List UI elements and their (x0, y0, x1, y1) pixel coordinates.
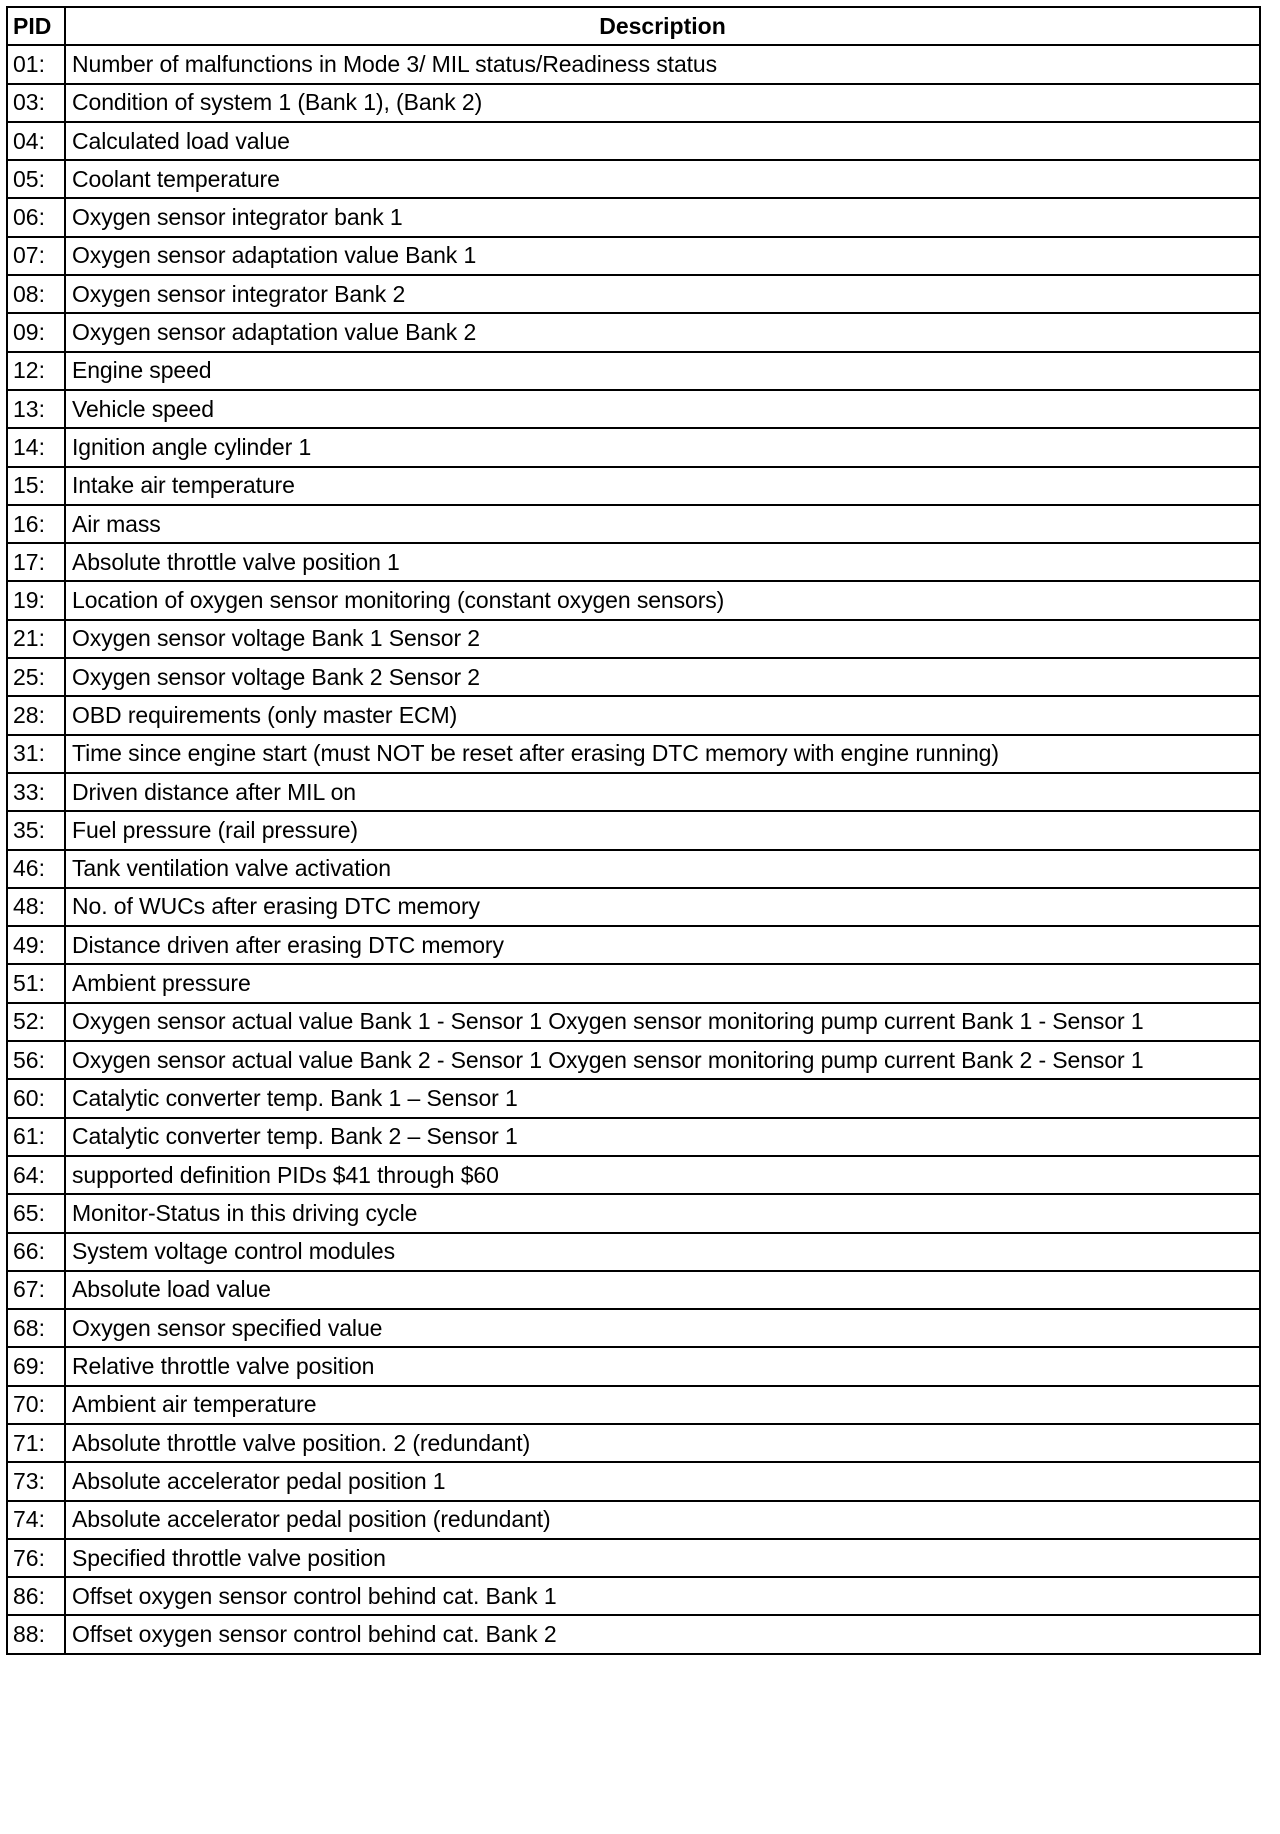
pid-description-table (6, 6, 1261, 1655)
pid-column-header: PID (7, 7, 65, 45)
pid-cell: 64: (7, 1156, 65, 1194)
description-cell: Ambient pressure (65, 964, 1260, 1002)
description-cell: Ambient air temperature (65, 1386, 1260, 1424)
table-row (7, 543, 1260, 581)
description-cell: Condition of system 1 (Bank 1), (Bank 2) (65, 84, 1260, 122)
pid-cell: 65: (7, 1194, 65, 1232)
description-cell: Oxygen sensor adaptation value Bank 1 (65, 237, 1260, 275)
table-row (7, 1003, 1260, 1041)
table-row (7, 1424, 1260, 1462)
table-row (7, 1041, 1260, 1079)
description-cell: Catalytic converter temp. Bank 1 – Sensor 1 (65, 1079, 1260, 1117)
description-cell: Driven distance after MIL on (65, 773, 1260, 811)
description-cell: Absolute load value (65, 1271, 1260, 1309)
pid-cell: 15: (7, 467, 65, 505)
table-row (7, 1539, 1260, 1577)
table-row (7, 122, 1260, 160)
pid-cell: 76: (7, 1539, 65, 1577)
pid-cell: 69: (7, 1347, 65, 1385)
description-cell: Oxygen sensor voltage Bank 2 Sensor 2 (65, 658, 1260, 696)
description-cell: No. of WUCs after erasing DTC memory (65, 888, 1260, 926)
table-row (7, 888, 1260, 926)
table-row (7, 313, 1260, 351)
description-cell: Calculated load value (65, 122, 1260, 160)
table-row (7, 1386, 1260, 1424)
pid-cell: 33: (7, 773, 65, 811)
pid-cell: 28: (7, 696, 65, 734)
description-cell: Monitor-Status in this driving cycle (65, 1194, 1260, 1232)
pid-cell: 73: (7, 1462, 65, 1500)
pid-cell: 03: (7, 84, 65, 122)
table-row (7, 467, 1260, 505)
pid-cell: 06: (7, 198, 65, 236)
description-cell: supported definition PIDs $41 through $60 (65, 1156, 1260, 1194)
pid-cell: 19: (7, 581, 65, 619)
table-row (7, 1118, 1260, 1156)
table-row (7, 198, 1260, 236)
description-cell: Air mass (65, 505, 1260, 543)
pid-cell: 46: (7, 850, 65, 888)
description-cell: Location of oxygen sensor monitoring (constant oxygen sensors) (65, 581, 1260, 619)
description-cell: Intake air temperature (65, 467, 1260, 505)
description-column-header: Description (65, 7, 1260, 45)
table-row (7, 1233, 1260, 1271)
table-row (7, 84, 1260, 122)
pid-cell: 14: (7, 428, 65, 466)
description-cell: Oxygen sensor integrator Bank 2 (65, 275, 1260, 313)
description-cell: Oxygen sensor integrator bank 1 (65, 198, 1260, 236)
description-cell: Absolute throttle valve position. 2 (redundant) (65, 1424, 1260, 1462)
description-cell: Absolute accelerator pedal position 1 (65, 1462, 1260, 1500)
table-header (7, 7, 1260, 45)
table-row (7, 390, 1260, 428)
description-cell: Offset oxygen sensor control behind cat. Bank 2 (65, 1615, 1260, 1653)
pid-cell: 21: (7, 620, 65, 658)
table-row (7, 1156, 1260, 1194)
description-cell: Oxygen sensor adaptation value Bank 2 (65, 313, 1260, 351)
header-row (7, 7, 1260, 45)
table-row (7, 1347, 1260, 1385)
description-cell: Specified throttle valve position (65, 1539, 1260, 1577)
table-row (7, 926, 1260, 964)
pid-cell: 51: (7, 964, 65, 1002)
table-row (7, 160, 1260, 198)
description-cell: Absolute throttle valve position 1 (65, 543, 1260, 581)
pid-cell: 48: (7, 888, 65, 926)
pid-cell: 13: (7, 390, 65, 428)
table-row (7, 275, 1260, 313)
pid-cell: 66: (7, 1233, 65, 1271)
table-row (7, 428, 1260, 466)
table-row (7, 1194, 1260, 1232)
pid-cell: 25: (7, 658, 65, 696)
pid-cell: 68: (7, 1309, 65, 1347)
pid-cell: 17: (7, 543, 65, 581)
table-row (7, 773, 1260, 811)
table-row (7, 1501, 1260, 1539)
description-cell: Vehicle speed (65, 390, 1260, 428)
pid-cell: 67: (7, 1271, 65, 1309)
description-cell: Catalytic converter temp. Bank 2 – Sensor 1 (65, 1118, 1260, 1156)
pid-cell: 16: (7, 505, 65, 543)
pid-cell: 04: (7, 122, 65, 160)
description-cell: Offset oxygen sensor control behind cat. Bank 1 (65, 1577, 1260, 1615)
table-row (7, 1271, 1260, 1309)
table-row (7, 658, 1260, 696)
table-row (7, 505, 1260, 543)
pid-cell: 60: (7, 1079, 65, 1117)
pid-cell: 70: (7, 1386, 65, 1424)
table-row (7, 1309, 1260, 1347)
table-row (7, 811, 1260, 849)
table-row (7, 735, 1260, 773)
description-cell: Ignition angle cylinder 1 (65, 428, 1260, 466)
pid-cell: 01: (7, 45, 65, 83)
description-cell: Oxygen sensor actual value Bank 1 - Sensor 1 Oxygen sensor monitoring pump current Bank 1 - Sensor 1 (65, 1003, 1260, 1041)
pid-cell: 74: (7, 1501, 65, 1539)
description-cell: Coolant temperature (65, 160, 1260, 198)
pid-cell: 49: (7, 926, 65, 964)
pid-cell: 35: (7, 811, 65, 849)
pid-cell: 05: (7, 160, 65, 198)
description-cell: OBD requirements (only master ECM) (65, 696, 1260, 734)
table-row (7, 1615, 1260, 1653)
description-cell: Time since engine start (must NOT be reset after erasing DTC memory with engine running) (65, 735, 1260, 773)
description-cell: Distance driven after erasing DTC memory (65, 926, 1260, 964)
pid-cell: 88: (7, 1615, 65, 1653)
pid-cell: 71: (7, 1424, 65, 1462)
description-cell: Oxygen sensor specified value (65, 1309, 1260, 1347)
description-cell: Absolute accelerator pedal position (redundant) (65, 1501, 1260, 1539)
pid-cell: 12: (7, 352, 65, 390)
pid-cell: 31: (7, 735, 65, 773)
table-row (7, 850, 1260, 888)
pid-cell: 07: (7, 237, 65, 275)
description-cell: Tank ventilation valve activation (65, 850, 1260, 888)
pid-cell: 09: (7, 313, 65, 351)
table-row (7, 620, 1260, 658)
table-row (7, 237, 1260, 275)
table-row (7, 1462, 1260, 1500)
description-cell: Number of malfunctions in Mode 3/ MIL status/Readiness status (65, 45, 1260, 83)
table-row (7, 964, 1260, 1002)
description-cell: Engine speed (65, 352, 1260, 390)
table-row (7, 352, 1260, 390)
table-row (7, 1577, 1260, 1615)
pid-cell: 86: (7, 1577, 65, 1615)
description-cell: Oxygen sensor actual value Bank 2 - Sensor 1 Oxygen sensor monitoring pump current Bank 2 - Sensor 1 (65, 1041, 1260, 1079)
pid-cell: 56: (7, 1041, 65, 1079)
table-row (7, 1079, 1260, 1117)
description-cell: System voltage control modules (65, 1233, 1260, 1271)
description-cell: Fuel pressure (rail pressure) (65, 811, 1260, 849)
pid-cell: 52: (7, 1003, 65, 1041)
table-row (7, 696, 1260, 734)
table-body (7, 45, 1260, 1653)
pid-cell: 08: (7, 275, 65, 313)
pid-cell: 61: (7, 1118, 65, 1156)
description-cell: Oxygen sensor voltage Bank 1 Sensor 2 (65, 620, 1260, 658)
table-row (7, 45, 1260, 83)
description-cell: Relative throttle valve position (65, 1347, 1260, 1385)
table-row (7, 581, 1260, 619)
